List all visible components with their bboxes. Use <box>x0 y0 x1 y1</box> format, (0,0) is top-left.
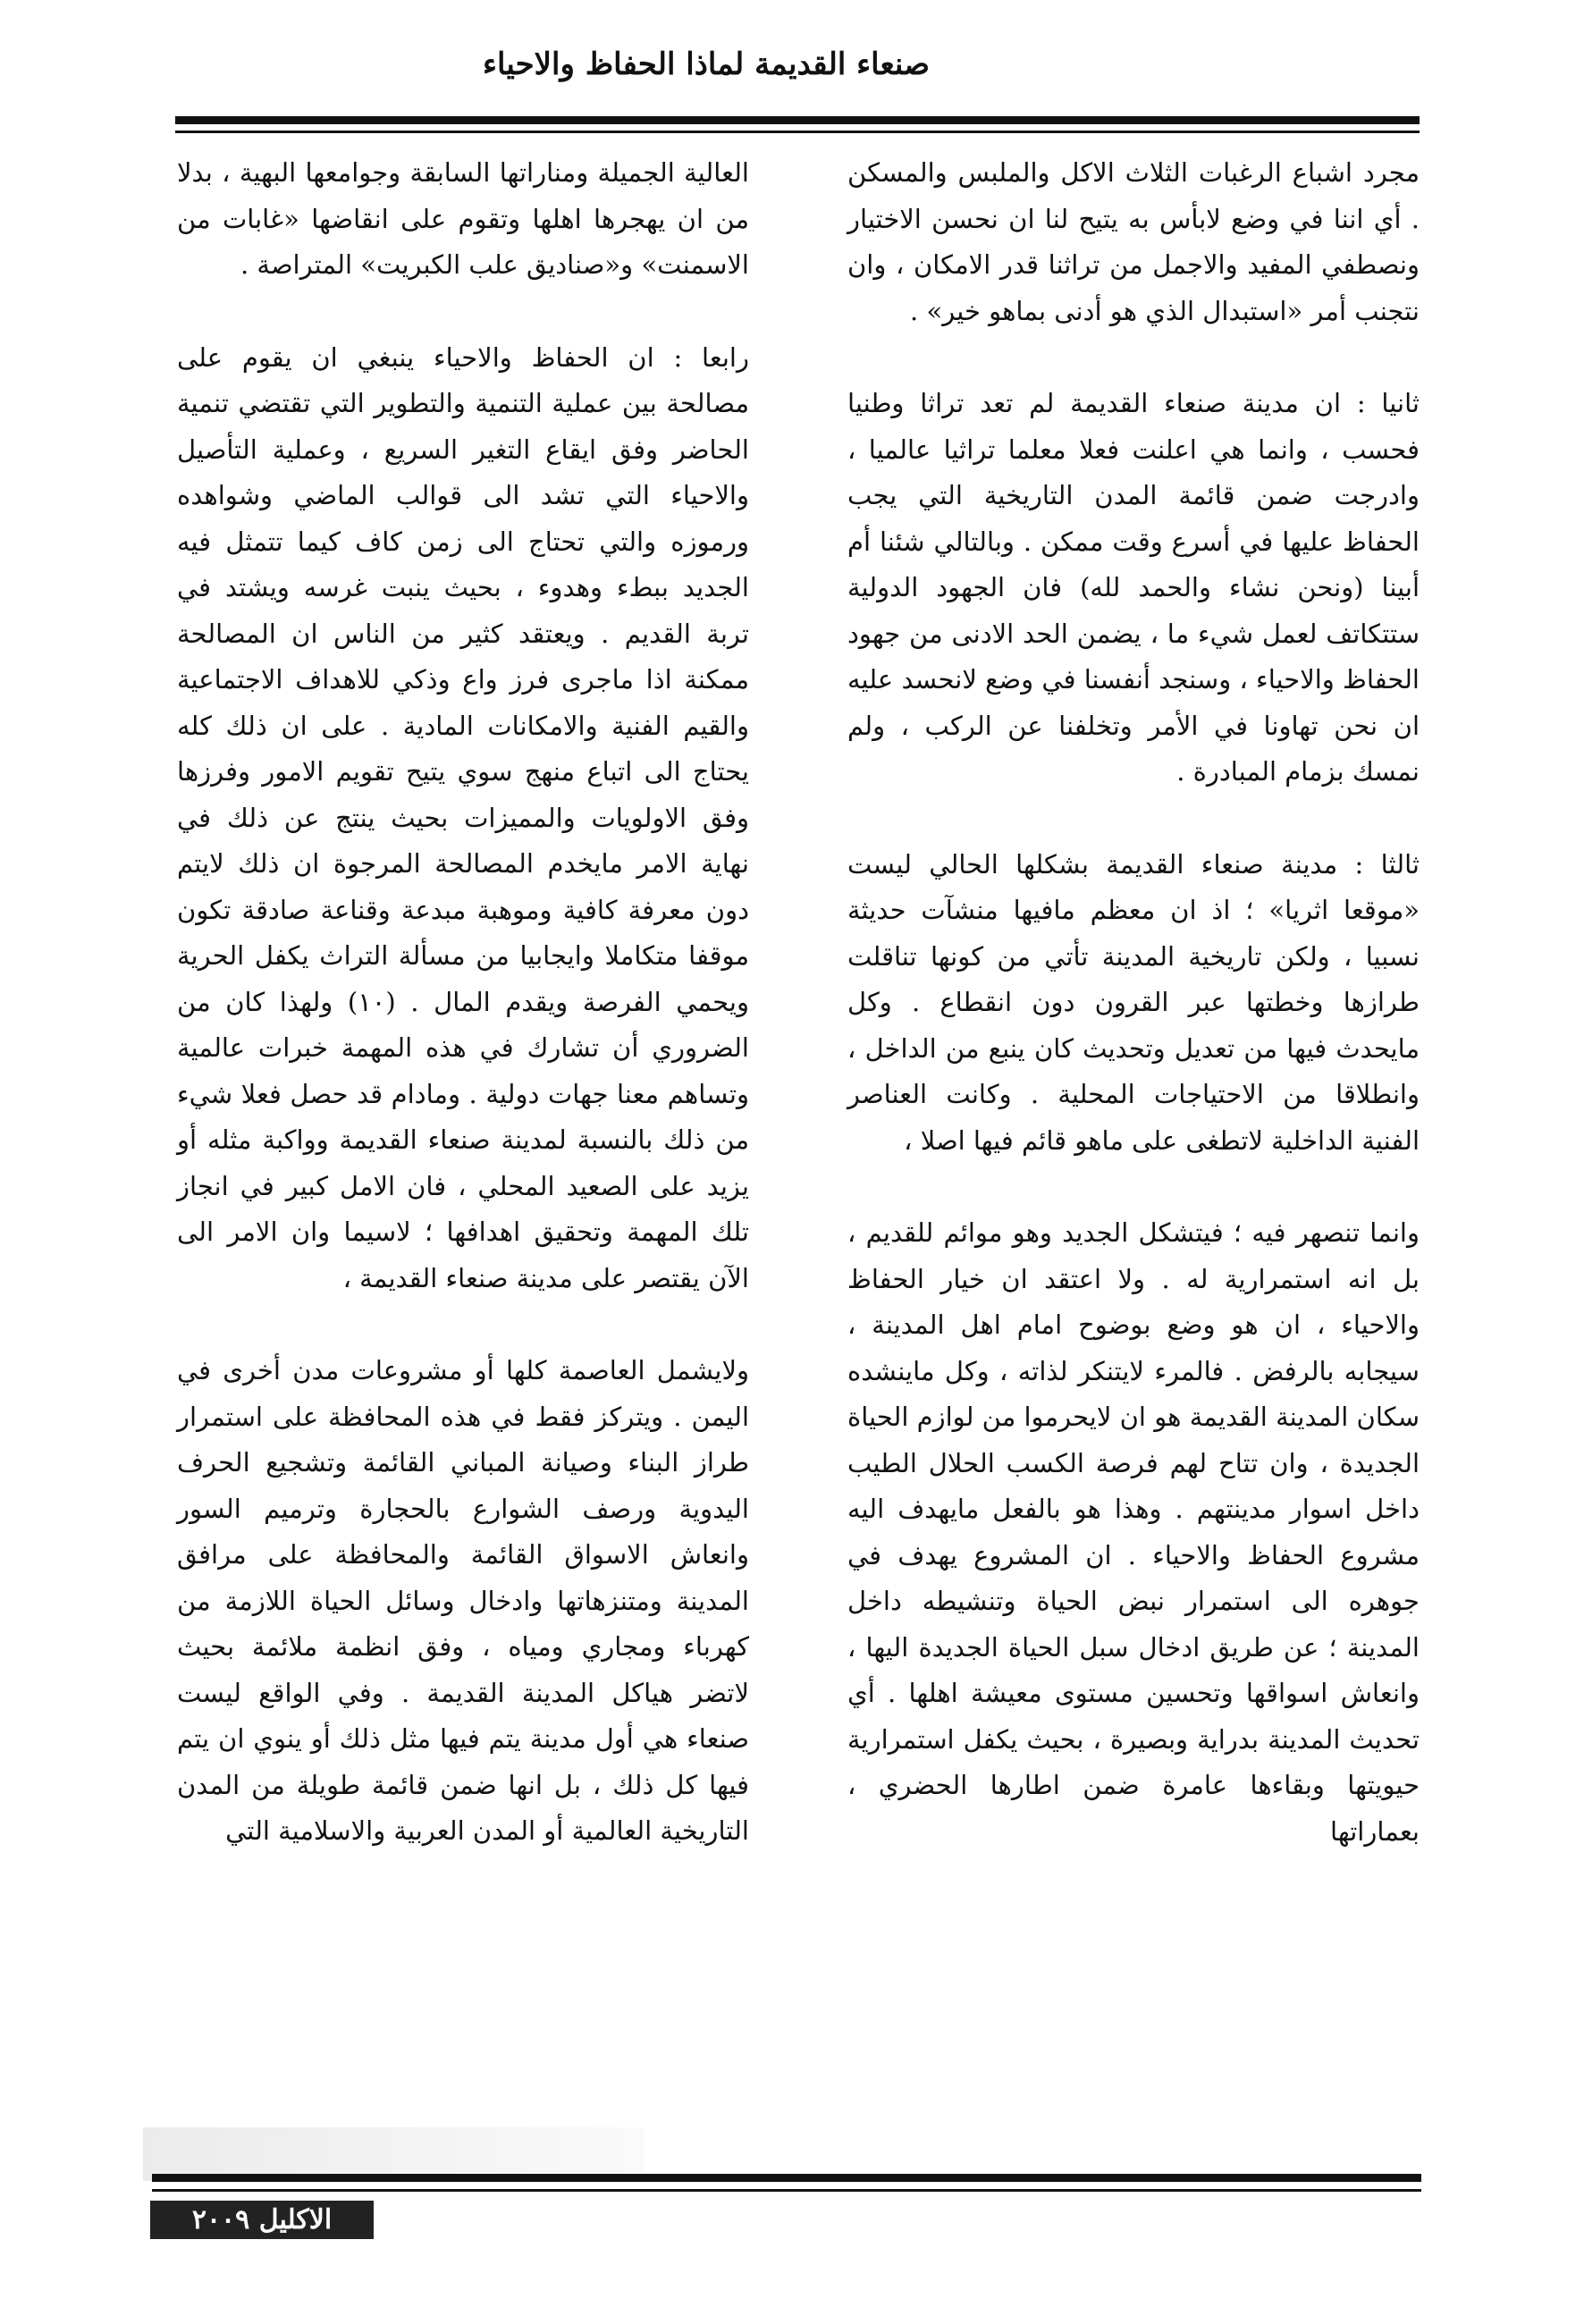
paragraph: العالية الجميلة ومناراتها السابقة وجوامعها البهية ، بدلا من ان يهجرها اهلها وتقوم على انقاضها «غابات من الاسمنت» و«صناديق علب الكبريت» المتراصة . <box>177 157 749 280</box>
paragraph: رابعا : ان الحفاظ والاحياء ينبغي ان يقوم على مصالحة بين عملية التنمية والتطوير التي تقتضي تنمية الحاضر وفق ايقاع التغير السريع ، وعملية التأصيل والاحياء التي تشد الى قوالب الماضي وشواهده ورموزه والتي تحتاج الى زمن كاف كيما تتمثل فيه الجديد ببطء وهدوء ، بحيث ينبت غرسه ويشتد في تربة القديم . ويعتقد كثير من الناس ان المصالحة ممكنة اذا ماجرى فرز واع وذكي للاهداف الاجتماعية والقيم الفنية والامكانات المادية . على ان ذلك كله يحتاج الى اتباع منهج سوي يتيح تقويم الامور وفرزها وفق الاولويات والمميزات بحيث ينتج عن ذلك في نهاية الامر مايخدم المصالحة المرجوة ان ذلك لايتم دون معرفة كافية وموهبة مبدعة وقناعة صادقة تكون موقفا متكاملا وايجابيا من مسألة التراث يكفل الحرية ويحمي الفرصة ويقدم المال . (١٠) ولهذا كان من الضروري أن تشارك في هذه المهمة خبرات عالمية وتساهم معنا جهات دولية . ومادام قد حصل فعلا شيء من ذلك بالنسبة لمدينة صنعاء القديمة وواكبة مثله أو يزيد على الصعيد المحلي ، فان الامل كبير في انجاز تلك المهمة وتحقيق اهدافها ؛ لاسيما وان الامر الى الآن يقتصر على مدينة صنعاء القديمة ، <box>177 341 749 1293</box>
text-column-left <box>177 150 749 1855</box>
paragraph: مجرد اشباع الرغبات الثلاث الاكل والملبس والمسكن . أي اننا في وضع لابأس به يتيح لنا ان نحسن الاختيار ونصطفي المفيد والاجمل من تراثنا قدر الامكان ، وان نتجنب أمر «استبدال الذي هو أدنى بماهو خير» . <box>847 157 1420 326</box>
page-title: صنعاء القديمة لماذا الحفاظ والاحياء <box>482 46 931 82</box>
journal-footer-label: الاكليل ٢٠٠٩ <box>150 2201 374 2239</box>
paragraph: ثانيا : ان مدينة صنعاء القديمة لم تعد تراثا وطنيا فحسب ، وانما هي اعلنت فعلا معلما تراثيا عالميا ، وادرجت ضمن قائمة المدن التاريخية التي يجب الحفاظ عليها في أسرع وقت ممكن . وبالتالي شئنا أم أبينا (ونحن نشاء والحمد لله) فان الجهود الدولية ستتكاتف لعمل شيء ما ، يضمن الحد الادنى من جهود الحفاظ والاحياء ، وسنجد أنفسنا في وضع لانحسد عليه ان نحن تهاونا في الأمر وتخلفنا عن الركب ، ولم نمسك بزمام المبادرة . <box>847 388 1420 787</box>
footer-rule-thin <box>152 2189 1421 2192</box>
text-column-right <box>847 150 1420 1855</box>
header-rule-thick <box>175 116 1420 124</box>
footer-rule-thick <box>152 2174 1421 2182</box>
scan-smudge <box>143 2127 644 2181</box>
paragraph: ولايشمل العاصمة كلها أو مشروعات مدن أخرى في اليمن . ويتركز فقط في هذه المحافظة على استمرار طراز البناء وصيانة المباني القائمة وتشجيع الحرف اليدوية ورصف الشوارع بالحجارة وترميم السور وانعاش الاسواق القائمة والمحافظة على مرافق المدينة ومتنزهاتها وادخال وسائل الحياة اللازمة من كهرباء ومجاري ومياه ، وفق انظمة ملائمة بحيث لاتضر هياكل المدينة القديمة . وفي الواقع ليست صنعاء هي أول مدينة يتم فيها مثل ذلك أو ينوي ان يتم فيها كل ذلك ، بل انها ضمن قائمة طويلة من المدن التاريخية العالمية أو المدن العربية والاسلامية التي <box>177 1355 749 1846</box>
paragraph: ثالثا : مدينة صنعاء القديمة بشكلها الحالي ليست «موقعا اثريا» ؛ اذ ان معظم مافيها منشآت حديثة نسبيا ، ولكن تاريخية المدينة تأتي من كونها تناقلت طرازها وخطتها عبر القرون دون انقطاع . وكل مايحدث فيها من تعديل وتحديث كان ينبع من الداخل ، وانطلاقا من الاحتياجات المحلية . وكانت العناصر الفنية الداخلية لاتطغى على ماهو قائم فيها اصلا ، <box>847 848 1420 1156</box>
paragraph: وانما تنصهر فيه ؛ فيتشكل الجديد وهو موائم للقديم ، بل انه استمرارية له . ولا اعتقد ان خيار الحفاظ والاحياء ، ان هو وضع بوضوح امام اهل المدينة ، سيجابه بالرفض . فالمرء لايتنكر لذاته ، وكل ماينشده سكان المدينة القديمة هو ان لايحرموا من لوازم الحياة الجديدة ، وان تتاح لهم فرصة الكسب الحلال الطيب داخل اسوار مدينتهم . وهذا هو بالفعل مايهدف اليه مشروع الحفاظ والاحياء . ان المشروع يهدف في جوهره الى استمرار نبض الحياة وتنشيطه داخل المدينة ؛ عن طريق ادخال سبل الحياة الجديدة اليها ، وانعاش اسواقها وتحسين مستوى معيشة اهلها . أي تحديث المدينة بدراية وبصيرة ، بحيث يكفل استمرارية حيويتها وبقاءها عامرة ضمن اطارها الحضري ، بعماراتها <box>847 1217 1420 1847</box>
header-rule-thin <box>175 131 1420 133</box>
